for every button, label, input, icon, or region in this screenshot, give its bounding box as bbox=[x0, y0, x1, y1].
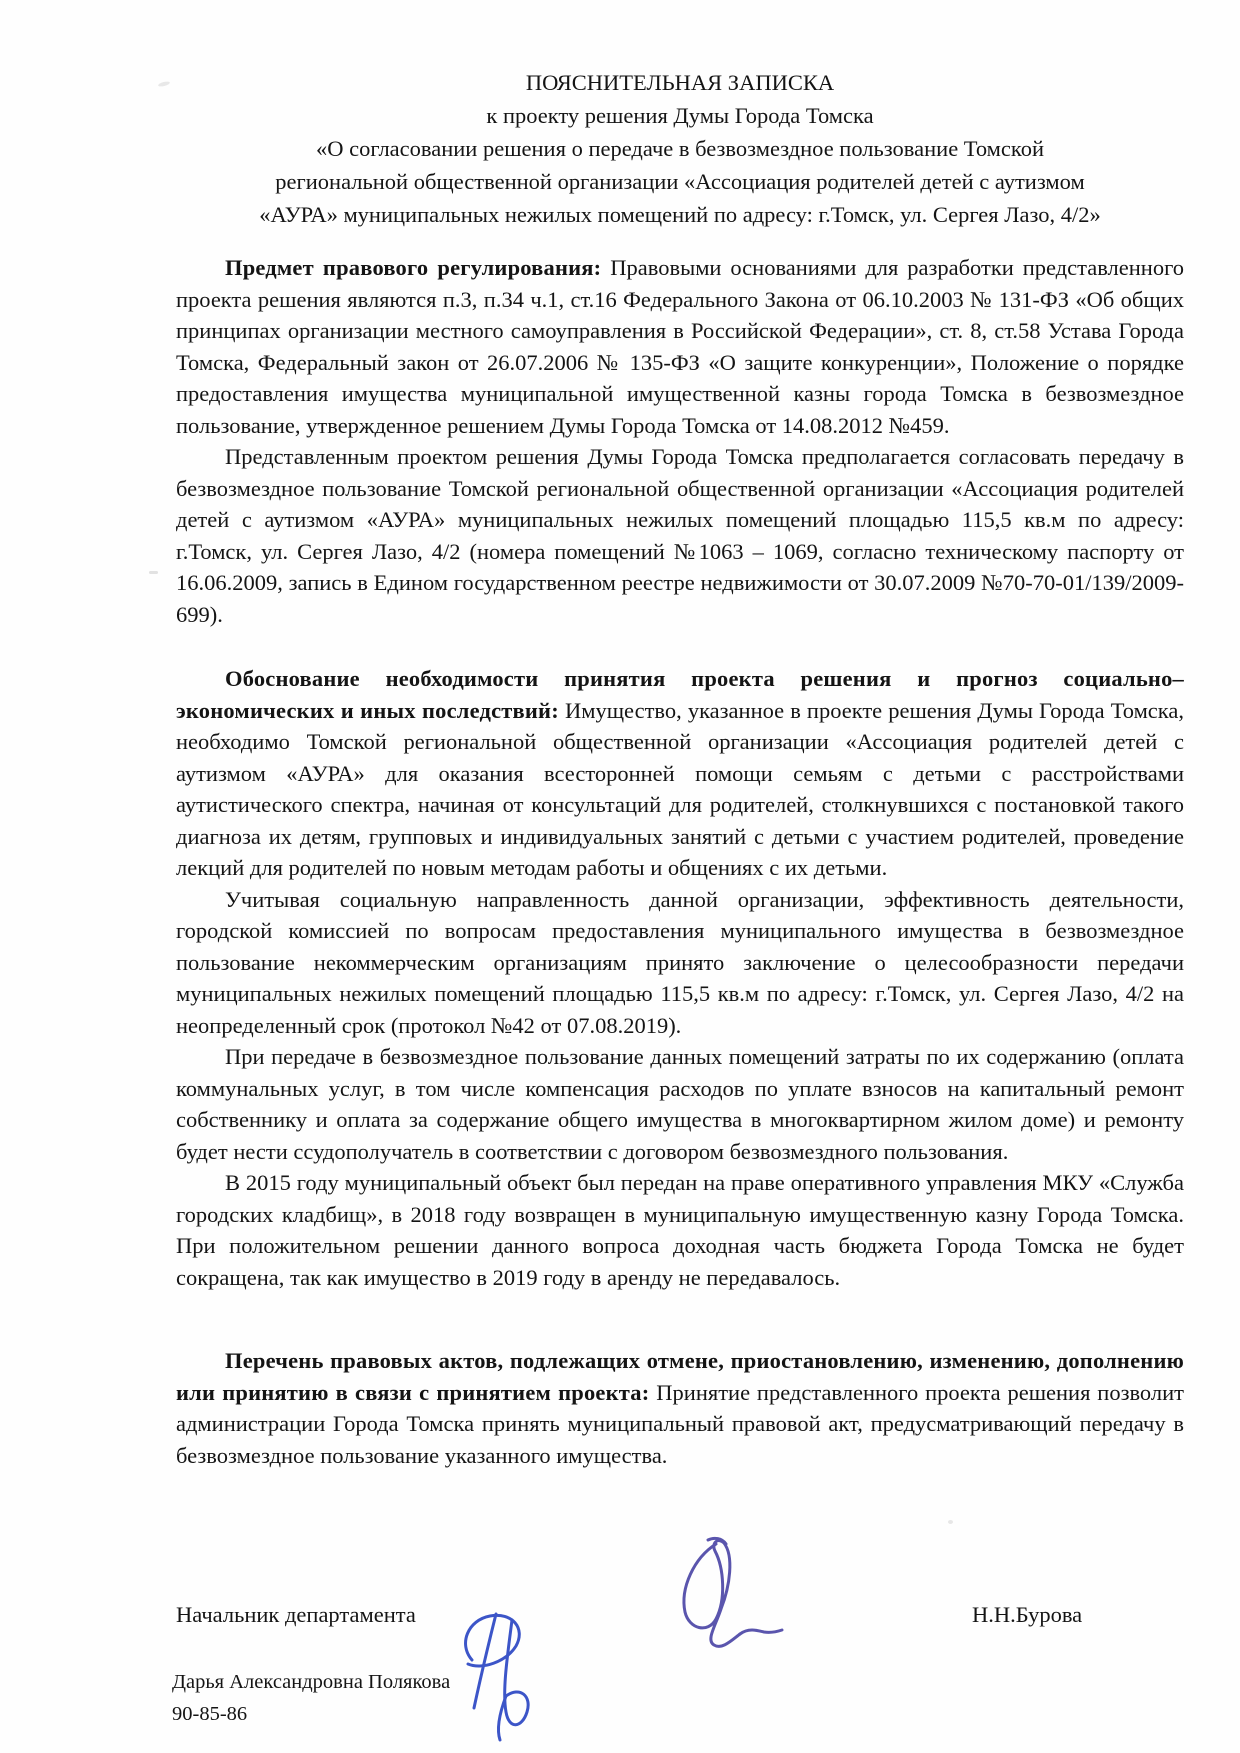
scan-artifact bbox=[149, 571, 158, 574]
paragraph-text: В 2015 году муниципальный объект был передан на праве оперативного управления МКУ «Служба городских кладбищ», в 2018 году возвращен в муниципальную имущественную казну Города Томска. При положительном решении данного вопроса доходная часть бюджета Города Томска не будет сокращена, так как имущество в 2019 году в аренду не передавалось. bbox=[176, 1170, 1184, 1290]
executor-signature bbox=[446, 1608, 566, 1748]
title-line: ПОЯСНИТЕЛЬНАЯ ЗАПИСКА bbox=[525, 70, 835, 95]
title-line: «АУРА» муниципальных нежилых помещений по адресу: г.Томск, ул. Сергея Лазо, 4/2» bbox=[259, 202, 1101, 227]
paragraph-justification bbox=[176, 663, 1184, 884]
executor-phone: 90-85-86 bbox=[172, 1703, 248, 1725]
title-line: «О согласовании решения о передаче в безвозмездное пользование Томской bbox=[316, 136, 1044, 161]
paragraph-lead: Предмет правового регулирования: bbox=[225, 255, 602, 280]
document-title bbox=[176, 66, 1184, 231]
document-body bbox=[176, 66, 1184, 1471]
scan-artifact bbox=[158, 81, 171, 88]
title-line: региональной общественной организации «Ассоциация родителей детей с аутизмом bbox=[275, 169, 1085, 194]
approver-name: Н.Н.Бурова bbox=[972, 1602, 1083, 1627]
paragraph-commission bbox=[176, 884, 1184, 1042]
paragraph-lead: Перечень правовых актов, подлежащих отмене, приостановлению, изменению, дополнению или принятию в связи с принятием проекта: bbox=[176, 1348, 1184, 1405]
paragraph-subject bbox=[176, 252, 1184, 441]
paragraph-text: Принятие представленного проекта решения позволит администрации Города Томска принять муниципальный правовой акт, предусматривающий передачу в безвозмездное пользование указанного имущества. bbox=[176, 1379, 1184, 1468]
paragraph-lead: Обоснование необходимости принятия проекта решения и прогноз социально–экономических и иных последствий: bbox=[176, 666, 1184, 723]
executor-name: Дарья Александровна Полякова bbox=[172, 1671, 451, 1693]
approver-signature bbox=[656, 1534, 786, 1659]
paragraph-acts-list bbox=[176, 1345, 1184, 1471]
paragraph-text: Имущество, указанное в проекте решения Думы Города Томска, необходимо Томской региональной общественной организации «Ассоциация родителей детей с аутизмом «АУРА» для оказания всесторонней помощи семьям с детьми с расстройствами аутистического спектра, начиная от консультаций для родителей, столкнувшихся с постановкой такого диагноза их детям, групповых и индивидуальных занятий с детьми с участием родителей, проведение лекций для родителей по новым методам работы и общениях с их детьми. bbox=[176, 697, 1184, 880]
paragraph-text: Правовыми основаниями для разработки представленного проекта решения являются п.3, п.34 ч.1, ст.16 Федерального Закона от 06.10.2003 № 131-ФЗ «Об общих принципах организации местного самоуправления в Российской Федерации», ст. 8, ст.58 Устава Города Томска, Федеральный закон от 26.07.2006 № 135-ФЗ «О защите конкуренции», Положение о порядке предоставления имущества муниципальной имущественной казны города Томска в безвозмездное пользование, утвержденное решением Думы Города Томска от 14.08.2012 №459. bbox=[176, 255, 1184, 438]
paragraph-history bbox=[176, 1167, 1184, 1293]
paragraph-proposal bbox=[176, 441, 1184, 630]
paragraph-text: При передаче в безвозмездное пользование данных помещений затраты по их содержанию (оплата коммунальных услуг, в том числе компенсация расходов по уплате взносов на капитальный ремонт собственнику и оплата за содержание общего имущества в многоквартирном жилом доме) и ремонту будет нести ссудополучатель в соответствии с договором безвозмездного пользования. bbox=[176, 1044, 1184, 1164]
signer-position-title: Начальник департамента bbox=[176, 1602, 416, 1627]
scan-artifact bbox=[948, 1520, 953, 1524]
paragraph-text: Представленным проектом решения Думы Города Томска предполагается согласовать передачу в безвозмездное пользование Томской региональной общественной организации «Ассоциация родителей детей с аутизмом «АУРА» муниципальных нежилых помещений площадью 115,5 кв.м по адресу: г.Томск, ул. Сергея Лазо, 4/2 (номера помещений №1063 – 1069, согласно техническому паспорту от 16.06.2009, запись в Едином государственном реестре недвижимости от 30.07.2009 №70-70-01/139/2009-699). bbox=[176, 444, 1184, 627]
paragraph-costs bbox=[176, 1041, 1184, 1167]
paragraph-text: Учитывая социальную направленность данной организации, эффективность деятельности, городской комиссией по вопросам предоставления муниципального имущества в безвозмездное пользование некоммерческим организациям принято заключение о целесообразности передачи муниципальных нежилых помещений площадью 115,5 кв.м по адресу: г.Томск, ул. Сергея Лазо, 4/2 на неопределенный срок (протокол №42 от 07.08.2019). bbox=[176, 886, 1184, 1038]
title-line: к проекту решения Думы Города Томска bbox=[486, 103, 874, 128]
